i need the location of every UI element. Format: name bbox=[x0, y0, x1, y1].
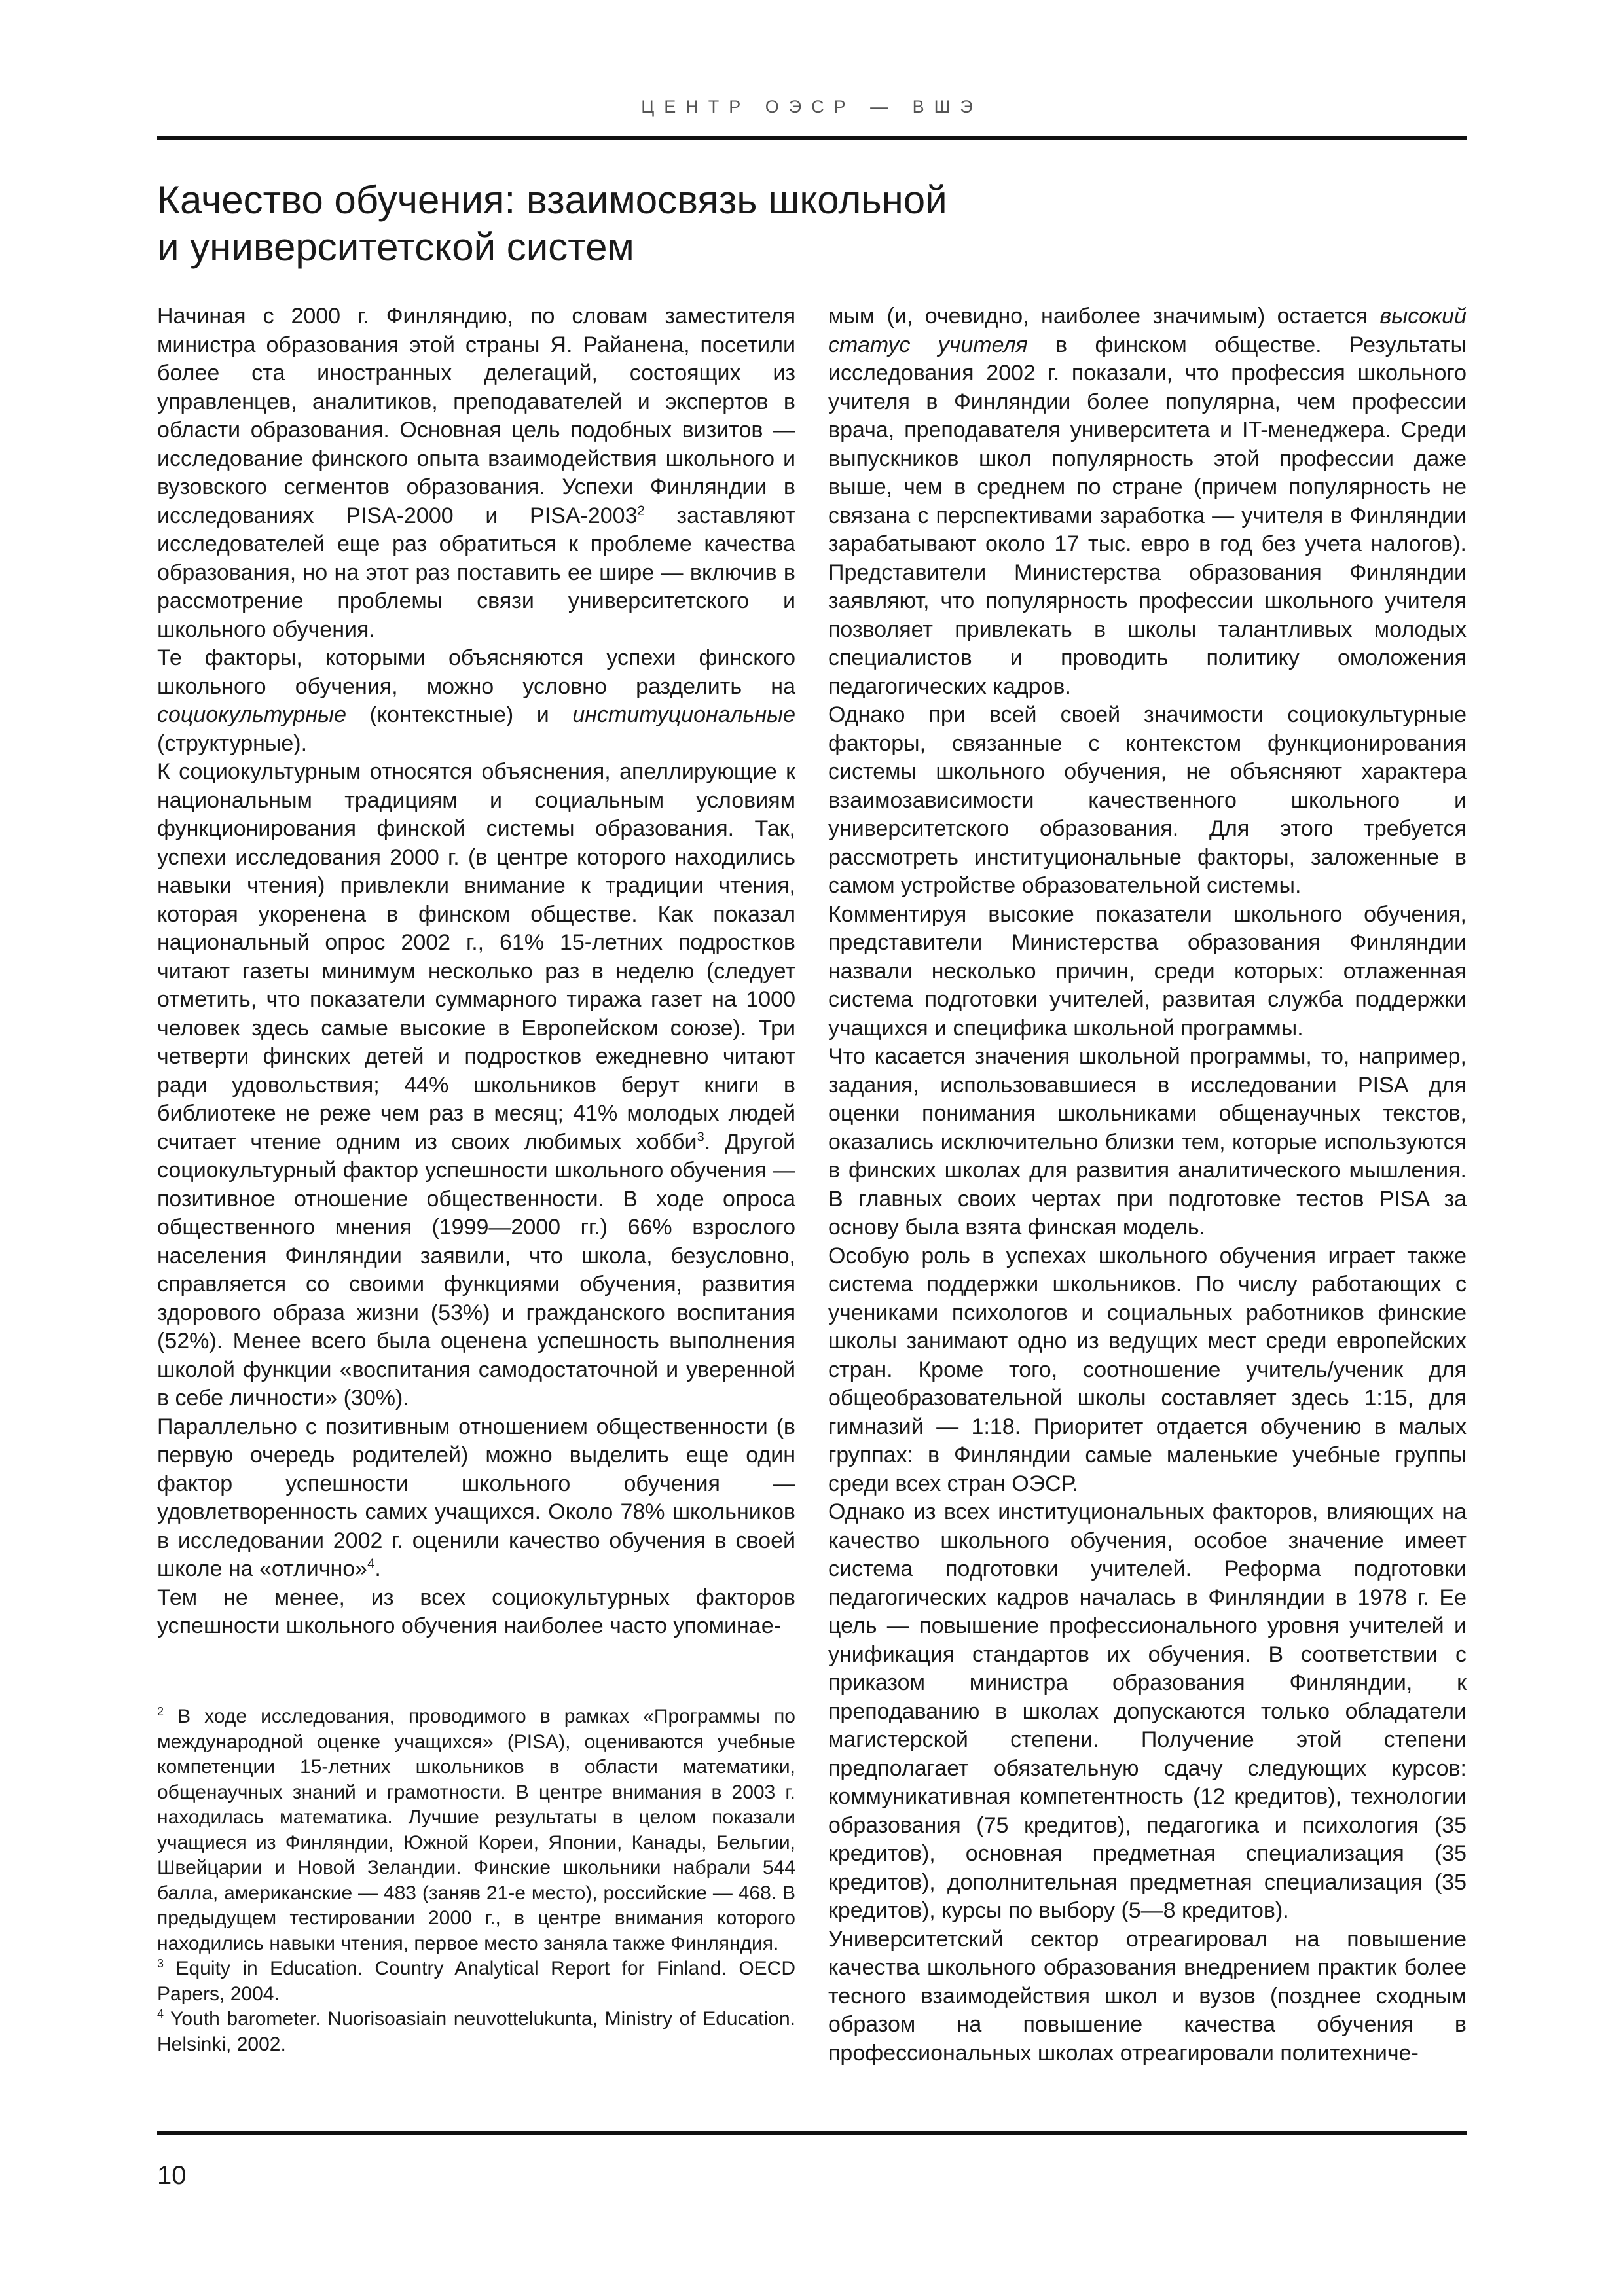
paragraph: Начиная с 2000 г. Финляндию, по словам заместителя министра образования этой страны Я. Райанена, посетили более ста иностранных делегаций, состоящих из управленцев, аналитиков, преподавателей и экспертов в области образования. Основная цель подобных визитов — исследование финского опыта взаимодействия школьного и вузовского сегментов образования. Успехи Финляндии в исследованиях PISA-2000 и PISA-2003$^2$ заставляют исследователей еще раз обратиться к проблеме качества образования, но на этот раз поставить ее шире — включив в рассмотрение проблемы связи университетского и школьного обучения. bbox=[157, 304, 796, 642]
paragraph: мым (и, очевидно, наиболее значимым) остается высокий статус учителя в финском обществе. Результаты исследования 2002 г. показали, что профессия школьного учителя в Финляндии более популярна, чем профессии врача, преподавателя университета и IT-менеджера. Среди выпускников школ популярность этой профессии даже выше, чем в среднем по стране (причем популярность не связана с перспективами заработка — учителя в Финляндии зарабатывают около 17 тыс. евро в год без учета налогов). Представители Министерства образования Финляндии заявляют, что популярность профессии школьного учителя позволяет привлекать в школы талантливых молодых специалистов и проводить политику омоложения педагогических кадров. bbox=[828, 304, 1467, 699]
footnote-4: $^4$ Youth barometer. Nuorisoasiain neuvottelukunta, Ministry of Education. Helsinki, 2002. bbox=[157, 2007, 795, 2055]
paragraph: Однако из всех институциональных факторов, влияющих на качество школьного обучения, особое значение имеет система подготовки учителей. Реформа подготовки педагогических кадров началась в Финляндии в 1978 г. Ее цель — повышение профессионального уровня учителей и унификация стандартов их обучения. В соответствии с приказом министра образования Финляндии, к преподаванию в школах допускаются только обладатели магистерской степени. Получение этой степени предполагает обязательную сдачу следующих курсов: коммуникативная компетентность (12 кредитов), технологии образования (75 кредитов), педагогика и психология (35 кредитов), основная предметная специализация (35 кредитов), дополнительная предметная специализация (35 кредитов), курсы по выбору (5—8 кредитов). bbox=[828, 1499, 1467, 1923]
left-column bbox=[157, 302, 795, 1641]
footnote-ref: 3 bbox=[697, 1130, 704, 1145]
paragraph: Особую роль в успехах школьного обучения играет также система поддержки школьников. По числу работающих с учениками психологов и социальных работников финские школы занимают одно из ведущих мест среди европейских стран. Кроме того, соотношение учитель/ученик для общеобразовательной школы составляет здесь 1:15, для гимназий — 1:18. Приоритет отдается обучению в малых группах: в Финляндии самые маленькие учебные группы среди всех стран ОЭСР. bbox=[828, 1243, 1467, 1496]
paragraph: К социокультурным относятся объяснения, апеллирующие к национальным традициям и социальным условиям функционирования финской системы образования. Так, успехи исследования 2000 г. (в центре которого находились навыки чтения) привлекли внимание к традиции чтения, которая укоренена в финском обществе. Как показал национальный опрос 2002 г., 61% 15-летних подростков читают газеты минимум несколько раз в неделю (следует отметить, что показатели суммарного тиража газет на 1000 человек здесь самые высокие в Европейском союзе). Три четверти финских детей и подростков ежедневно читают ради удовольствия; 44% школьников берут книги в библиотеке не реже чем раз в месяц; 41% молодых людей считает чтение одним из своих любимых хобби$^3$. Другой социокультурный фактор успешности школьного обучения — позитивное отношение общественности. В ходе опроса общественного мнения (1999—2000 гг.) 66% взрослого населения Финляндии заявили, что школа, безусловно, справляется со своими функциями обучения, развития здорового образа жизни (53%) и гражданского воспитания (52%). Менее всего была оценена успешность выполнения школой функции «воспитания самодостаточной и уверенной в себе личности» (30%). bbox=[157, 759, 795, 1410]
paragraph: Университетский сектор отреагировал на повышение качества школьного образования внедрением практик более тесного взаимодействия школ и вузов (позднее сходным образом на повышение качества обучения в профессиональных школах отреагировали политехниче- bbox=[828, 1926, 1467, 2066]
footnotes bbox=[157, 1704, 795, 2057]
footnote-ref: 4 bbox=[367, 1556, 375, 1571]
header-rule bbox=[157, 136, 1467, 140]
paragraph: Однако при всей своей значимости социокультурные факторы, связанные с контекстом функционирования системы школьного обучения, не объясняют характера взаимозависимости качественного школьного и университетского образования. Для этого требуется рассмотреть институциональные факторы, заложенные в самом устройстве образовательной системы. bbox=[828, 702, 1467, 898]
title-line-1: Качество обучения: взаимосвязь школьной bbox=[157, 178, 947, 222]
page-number: 10 bbox=[157, 2161, 187, 2190]
paragraph: Те факторы, которыми объясняются успехи финского школьного обучения, можно условно разделить на социокультурные (контекстные) и институциональные (структурные). bbox=[157, 645, 795, 756]
running-header: ЦЕНТР ОЭСР — ВШЭ bbox=[641, 97, 983, 117]
emphasis: высокий статус учителя bbox=[828, 304, 1467, 357]
footnote-3: $^3$ Equity in Education. Country Analytical Report for Finland. OECD Papers, 2004. bbox=[157, 1957, 795, 2005]
article-title bbox=[157, 177, 1139, 271]
footnote-ref: 2 bbox=[637, 503, 645, 518]
paragraph: Параллельно с позитивным отношением общественности (в первую очередь родителей) можно выделить еще один фактор успешности школьного обучения — удовлетворенность самих учащихся. Около 78% школьников в исследовании 2002 г. оценили качество обучения в своей школе на «отлично»$^4$. bbox=[157, 1414, 795, 1581]
footer-rule bbox=[157, 2131, 1467, 2135]
paragraph: Комментируя высокие показатели школьного обучения, представители Министерства образования Финляндии назвали несколько причин, среди которых: отлаженная система подготовки учителей, развитая служба поддержки учащихся и специфика школьной программы. bbox=[828, 901, 1467, 1041]
right-column bbox=[828, 302, 1467, 2068]
paragraph: Тем не менее, из всех социокультурных факторов успешности школьного обучения наиболее часто упоминае- bbox=[157, 1585, 795, 1638]
emphasis: социокультурные bbox=[157, 702, 347, 727]
emphasis: институциональные bbox=[572, 702, 795, 727]
footnote-2: $^2$ В ходе исследования, проводимого в рамках «Программы по международной оценке учащихся» (PISA), оцениваются учебные компетенции 15-летних школьников в области математики, общенаучных знаний и грамотности. В центре внимания в 2003 г. находилась математика. Лучшие результаты в целом показали учащиеся из Финляндии, Южной Кореи, Японии, Канады, Бельгии, Швейцарии и Новой Зеландии. Финские школьники набрали 544 балла, американские — 483 (заняв 21-е место), российские — 468. В предыдущем тестировании 2000 г., в центре внимания которого находились навыки чтения, первое место заняла также Финляндия. bbox=[157, 1705, 795, 1954]
paragraph: Что касается значения школьной программы, то, например, задания, использовавшиеся в исследовании PISA для оценки понимания школьниками общенаучных текстов, оказались исключительно близки тем, которые используются в финских школах для развития аналитического мышления. В главных своих чертах при подготовке тестов PISA за основу была взята финская модель. bbox=[828, 1044, 1467, 1240]
title-line-2: и университетской систем bbox=[157, 225, 634, 269]
